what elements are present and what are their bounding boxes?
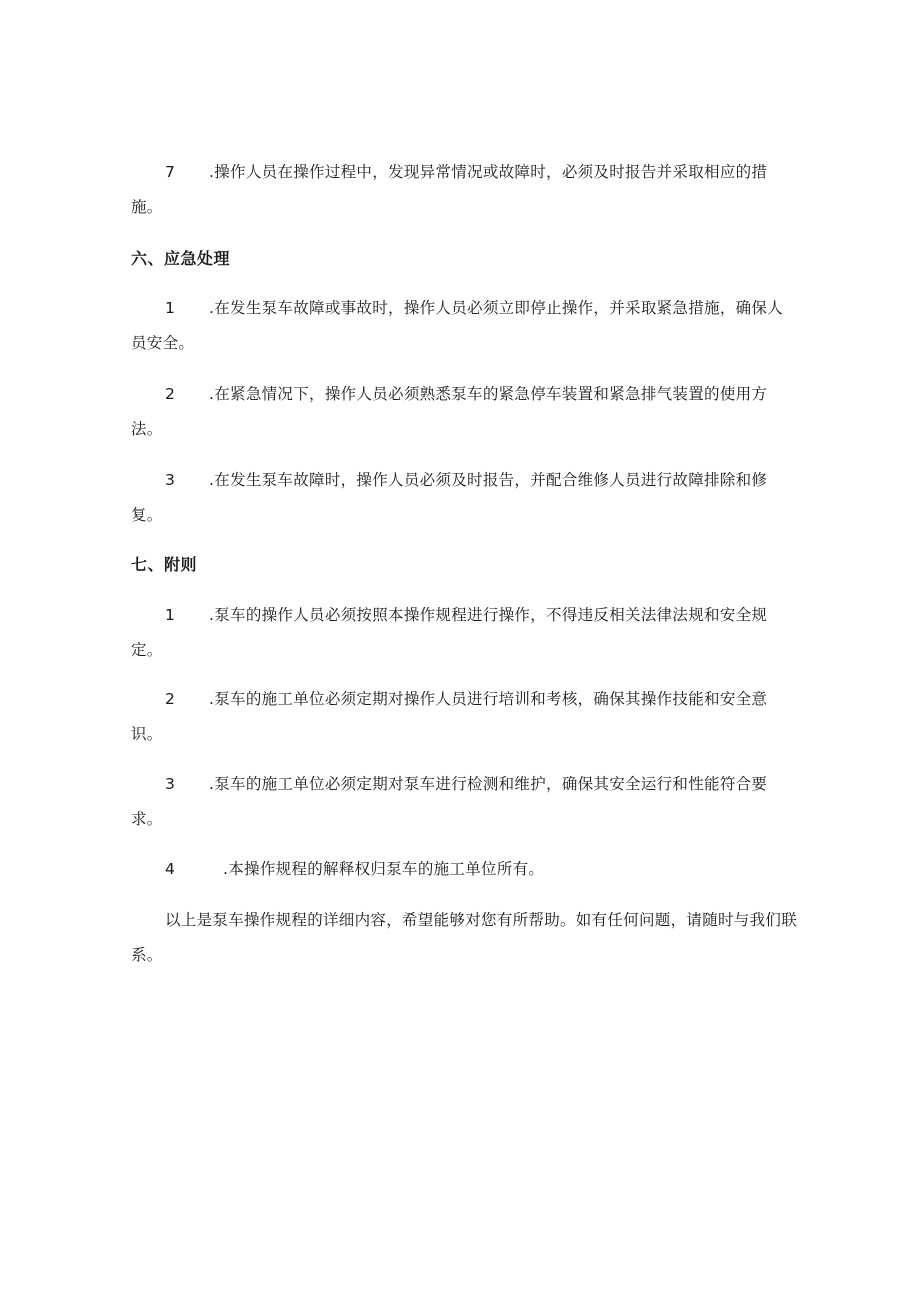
item-text: .操作人员在操作过程中，发现异常情况或故障时，必须及时报告并采取相应的措施。 (131, 163, 768, 216)
item-number: 1 (165, 299, 176, 317)
section-heading-6: 六、应急处理 (131, 249, 231, 268)
item-text: .在发生泵车故障或事故时，操作人员必须立即停止操作，并采取紧急措施，确保人员安全。 (131, 299, 784, 352)
item-text: .本操作规程的解释权归泵车的施工单位所有。 (223, 860, 545, 878)
closing-paragraph: 以上是泵车操作规程的详细内容，希望能够对您有所帮助。如有任何问题，请随时与我们联系。 (131, 911, 798, 964)
item-text: .在发生泵车故障时，操作人员必须及时报告，并配合维修人员进行故障排除和修复。 (131, 471, 768, 524)
s7-item-4 (131, 852, 797, 887)
s7-item-1 (131, 598, 797, 668)
item-number: 3 (165, 471, 176, 489)
item-text: .在紧急情况下，操作人员必须熟悉泵车的紧急停车装置和紧急排气装置的使用方法。 (131, 385, 768, 438)
item-number: 1 (165, 606, 176, 624)
item-number: 2 (165, 385, 176, 403)
item-number: 2 (165, 690, 176, 708)
item-number: 3 (165, 775, 176, 793)
s7-item-2 (131, 682, 797, 752)
item-number: 4 (165, 860, 176, 878)
item-text: .泵车的施工单位必须定期对操作人员进行培训和考核，确保其操作技能和安全意识。 (131, 690, 768, 743)
item-text: .泵车的操作人员必须按照本操作规程进行操作，不得违反相关法律法规和安全规定。 (131, 606, 768, 659)
s7-item-3 (131, 767, 797, 837)
s6-item-2 (131, 377, 797, 447)
s5-item-7 (131, 155, 797, 225)
item-text: .泵车的施工单位必须定期对泵车进行检测和维护，确保其安全运行和性能符合要求。 (131, 775, 768, 828)
s6-item-1 (131, 291, 797, 361)
s6-item-3 (131, 463, 797, 533)
item-number: 7 (165, 163, 176, 181)
section-heading-7: 七、附则 (131, 555, 198, 574)
